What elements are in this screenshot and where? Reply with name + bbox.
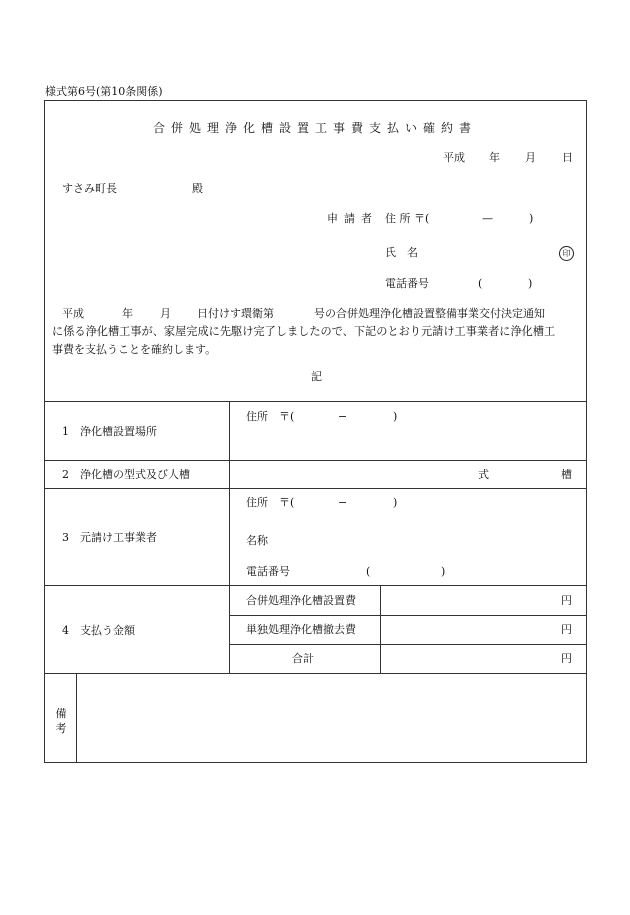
- addressee-name: すさみ町長: [62, 182, 117, 195]
- applicant-name-label: 氏 名: [385, 246, 418, 259]
- divider: [229, 615, 587, 616]
- body-text-line2: に係る浄化槽工事が、家屋完成に先駆け完了しましたので、下記のとおり元請け工事業者に浄化槽工: [52, 325, 556, 338]
- divider: [44, 401, 587, 402]
- row4-total-unit: 円: [561, 652, 572, 665]
- applicant-address-label: 住 所 〒(: [385, 212, 430, 225]
- row3-label: 3 元請け工事業者: [62, 531, 157, 544]
- form-number-label: 様式第6号(第10条関係): [45, 85, 163, 98]
- row3-address-dash: −: [338, 496, 348, 509]
- ki-label: 記: [311, 370, 322, 383]
- divider: [229, 644, 587, 645]
- divider: [76, 673, 77, 763]
- body-text-line3: 事費を支払うことを確約します。: [52, 343, 217, 356]
- remarks-label: 備 考: [55, 707, 67, 735]
- row2-sou: 槽: [561, 468, 572, 481]
- applicant-phone-open: (: [478, 277, 483, 290]
- divider: [44, 673, 587, 674]
- body-text-month: 月: [160, 307, 171, 320]
- row1-address-close: ): [393, 410, 398, 423]
- row1-address-dash: −: [338, 410, 348, 423]
- body-text-era: 平成: [62, 307, 84, 320]
- row3-phone-open: (: [366, 565, 371, 578]
- divider: [229, 401, 230, 673]
- row2-label: 2 浄化槽の型式及び人槽: [62, 468, 190, 481]
- row3-name-label: 名称: [246, 534, 268, 547]
- row1-label: 1 浄化槽設置場所: [62, 425, 157, 438]
- row4-total-label: 合計: [292, 652, 314, 665]
- divider: [44, 488, 587, 489]
- applicant-phone-label: 電話番号: [385, 277, 429, 290]
- row1-address-label: 住所 〒(: [246, 410, 295, 423]
- row3-address-close: ): [393, 496, 398, 509]
- date-month: 月: [525, 151, 536, 164]
- applicant-address-dash: —: [482, 212, 493, 225]
- row4-item-name: 単独処理浄化槽撤去費: [246, 623, 356, 636]
- date-era: 平成: [443, 151, 465, 164]
- row3-phone-close: ): [441, 565, 446, 578]
- date-day: 日: [562, 151, 573, 164]
- divider: [44, 585, 587, 586]
- applicant-phone-close: ): [528, 277, 533, 290]
- row4-item-unit: 円: [561, 594, 572, 607]
- row4-item-name: 合併処理浄化槽設置費: [246, 594, 356, 607]
- applicant-label: 申請者: [327, 212, 378, 225]
- document-title: 合併処理浄化槽設置工事費支払い確約書: [152, 121, 477, 135]
- divider: [380, 585, 381, 673]
- row3-address-label: 住所 〒(: [246, 496, 295, 509]
- row3-phone-label: 電話番号: [246, 565, 290, 578]
- addressee-honorific: 殿: [192, 182, 203, 195]
- body-text-notice-ref: 日付けす環衛第: [197, 307, 274, 320]
- divider: [44, 460, 587, 461]
- applicant-address-close: ): [529, 212, 534, 225]
- row4-label: 4 支払う金額: [62, 624, 135, 637]
- row2-shiki: 式: [478, 468, 489, 481]
- body-text-notice-title: 号の合併処理浄化槽設置整備事業交付決定通知: [314, 307, 545, 320]
- date-year: 年: [489, 151, 500, 164]
- seal-icon: 印: [559, 246, 574, 261]
- row4-item-unit: 円: [561, 623, 572, 636]
- body-text-year: 年: [122, 307, 133, 320]
